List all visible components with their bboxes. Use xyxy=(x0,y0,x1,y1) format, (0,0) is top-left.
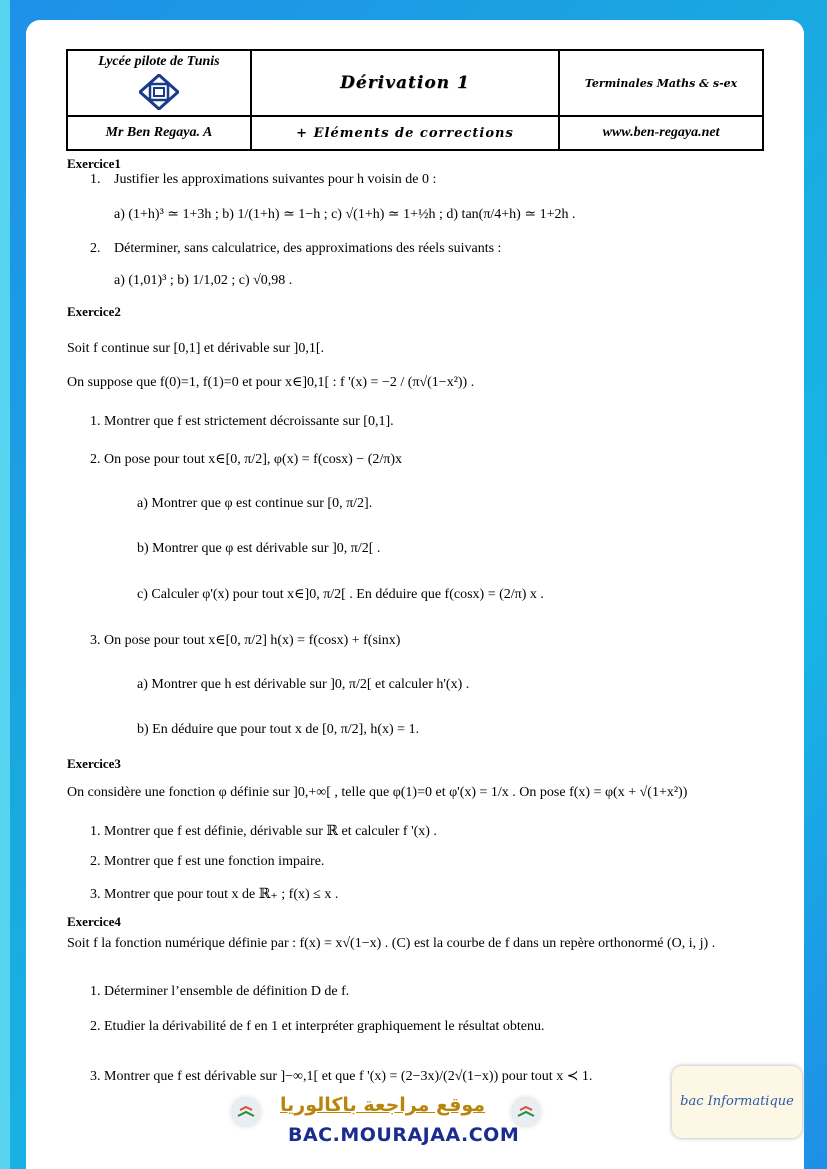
ex4-intro: Soit f la fonction numérique définie par : f(x) = x√(1−x) . (C) est la courbe de f dans un repère orthonormé (O, i, j) . xyxy=(67,936,716,951)
left-book-icon xyxy=(232,1098,260,1126)
class-level: Terminales Maths & s-ex xyxy=(584,76,738,90)
frame-edge xyxy=(0,0,10,1169)
bac-informatique-badge: bac Informatique xyxy=(672,1066,802,1138)
doc-title: Dérivation 1 xyxy=(340,73,470,93)
ex1-q1-items: a) (1+h)³ ≃ 1+3h ; b) 1/(1+h) ≃ 1−h ; c) √(1+h) ≃ 1+½h ; d) tan(π/4+h) ≃ 1+2h . xyxy=(114,207,576,222)
ex2-q2b: b) Montrer que φ est dérivable sur ]0, π/2[ . xyxy=(137,541,381,556)
ex2-q3a: a) Montrer que h est dérivable sur ]0, π/2[ et calculer h'(x) . xyxy=(137,677,470,692)
ex2-q2: 2. On pose pour tout x∈[0, π/2], φ(x) = f(cosx) − (2/π)x xyxy=(90,452,402,467)
website-link[interactable]: www.ben-regaya.net xyxy=(602,125,720,140)
teacher-name: Mr Ben Regaya. A xyxy=(105,125,213,140)
school-cell xyxy=(67,50,251,116)
ex4-title: Exercice4 xyxy=(67,914,121,929)
title-cell xyxy=(251,50,559,116)
ex3-title: Exercice3 xyxy=(67,756,121,771)
teacher-cell xyxy=(67,116,251,150)
ex2-q3b: b) En déduire que pour tout x de [0, π/2], h(x) = 1. xyxy=(137,722,420,737)
ex2-q3: 3. On pose pour tout x∈[0, π/2] h(x) = f(cosx) + f(sinx) xyxy=(90,633,401,648)
document-page xyxy=(26,20,804,1169)
ex4-q3: 3. Montrer que f est dérivable sur ]−∞,1[ et que f '(x) = (2−3x)/(2√(1−x)) pour tout x ≺ 1. xyxy=(90,1069,593,1084)
ex4-q2: 2. Etudier la dérivabilité de f en 1 et interpréter graphiquement le résultat obtenu. xyxy=(90,1019,545,1034)
ex1-q2-text: Déterminer, sans calculatrice, des approximations des réels suivants : xyxy=(114,241,502,256)
ex3-q1: 1. Montrer que f est définie, dérivable sur ℝ et calculer f '(x) . xyxy=(90,824,437,839)
doc-subtitle: + Eléments de corrections xyxy=(296,125,514,141)
footer-watermark xyxy=(0,1080,827,1169)
ex2-intro-1: Soit f continue sur [0,1] et dérivable sur ]0,1[. xyxy=(67,341,324,356)
site-url[interactable]: BAC.MOURAJAA.COM xyxy=(288,1124,520,1146)
ex2-q2c: c) Calculer φ'(x) pour tout x∈]0, π/2[ . En déduire que f(cosx) = (2/π) x . xyxy=(137,587,544,602)
ex1-q1-num: 1. xyxy=(90,172,101,187)
ex1-q2-num: 2. xyxy=(90,241,101,256)
ex2-intro-2: On suppose que f(0)=1, f(1)=0 et pour x∈]0,1[ : f '(x) = −2 / (π√(1−x²)) . xyxy=(67,375,475,390)
ex3-intro: On considère une fonction φ définie sur ]0,+∞[ , telle que φ(1)=0 et φ'(x) = 1/x . On pose f(x) = φ(x + √(1+x²)) xyxy=(67,785,688,800)
ex2-title: Exercice2 xyxy=(67,304,121,319)
ex3-q3: 3. Montrer que pour tout x de ℝ₊ ; f(x) ≤ x . xyxy=(90,887,339,902)
arabic-site-title: موقع مراجعة باكالوريا xyxy=(280,1094,486,1116)
website-cell xyxy=(559,116,763,150)
ex1-q2-items: a) (1,01)³ ; b) 1/1,02 ; c) √0,98 . xyxy=(114,273,293,288)
right-book-icon xyxy=(512,1098,540,1126)
header-table xyxy=(66,49,764,151)
subtitle-cell xyxy=(251,116,559,150)
ex1-title: Exercice1 xyxy=(67,156,121,171)
ex2-q2a: a) Montrer que φ est continue sur [0, π/2]. xyxy=(137,496,373,511)
school-name: Lycée pilote de Tunis xyxy=(98,54,220,69)
ex2-q1: 1. Montrer que f est strictement décroissante sur [0,1]. xyxy=(90,414,394,429)
ex1-q1-text: Justifier les approximations suivantes pour h voisin de 0 : xyxy=(114,172,437,187)
level-cell xyxy=(559,50,763,116)
ex3-q2: 2. Montrer que f est une fonction impaire. xyxy=(90,854,325,869)
school-logo-icon xyxy=(139,74,179,110)
ex4-q1: 1. Déterminer l’ensemble de définition D de f. xyxy=(90,984,350,999)
